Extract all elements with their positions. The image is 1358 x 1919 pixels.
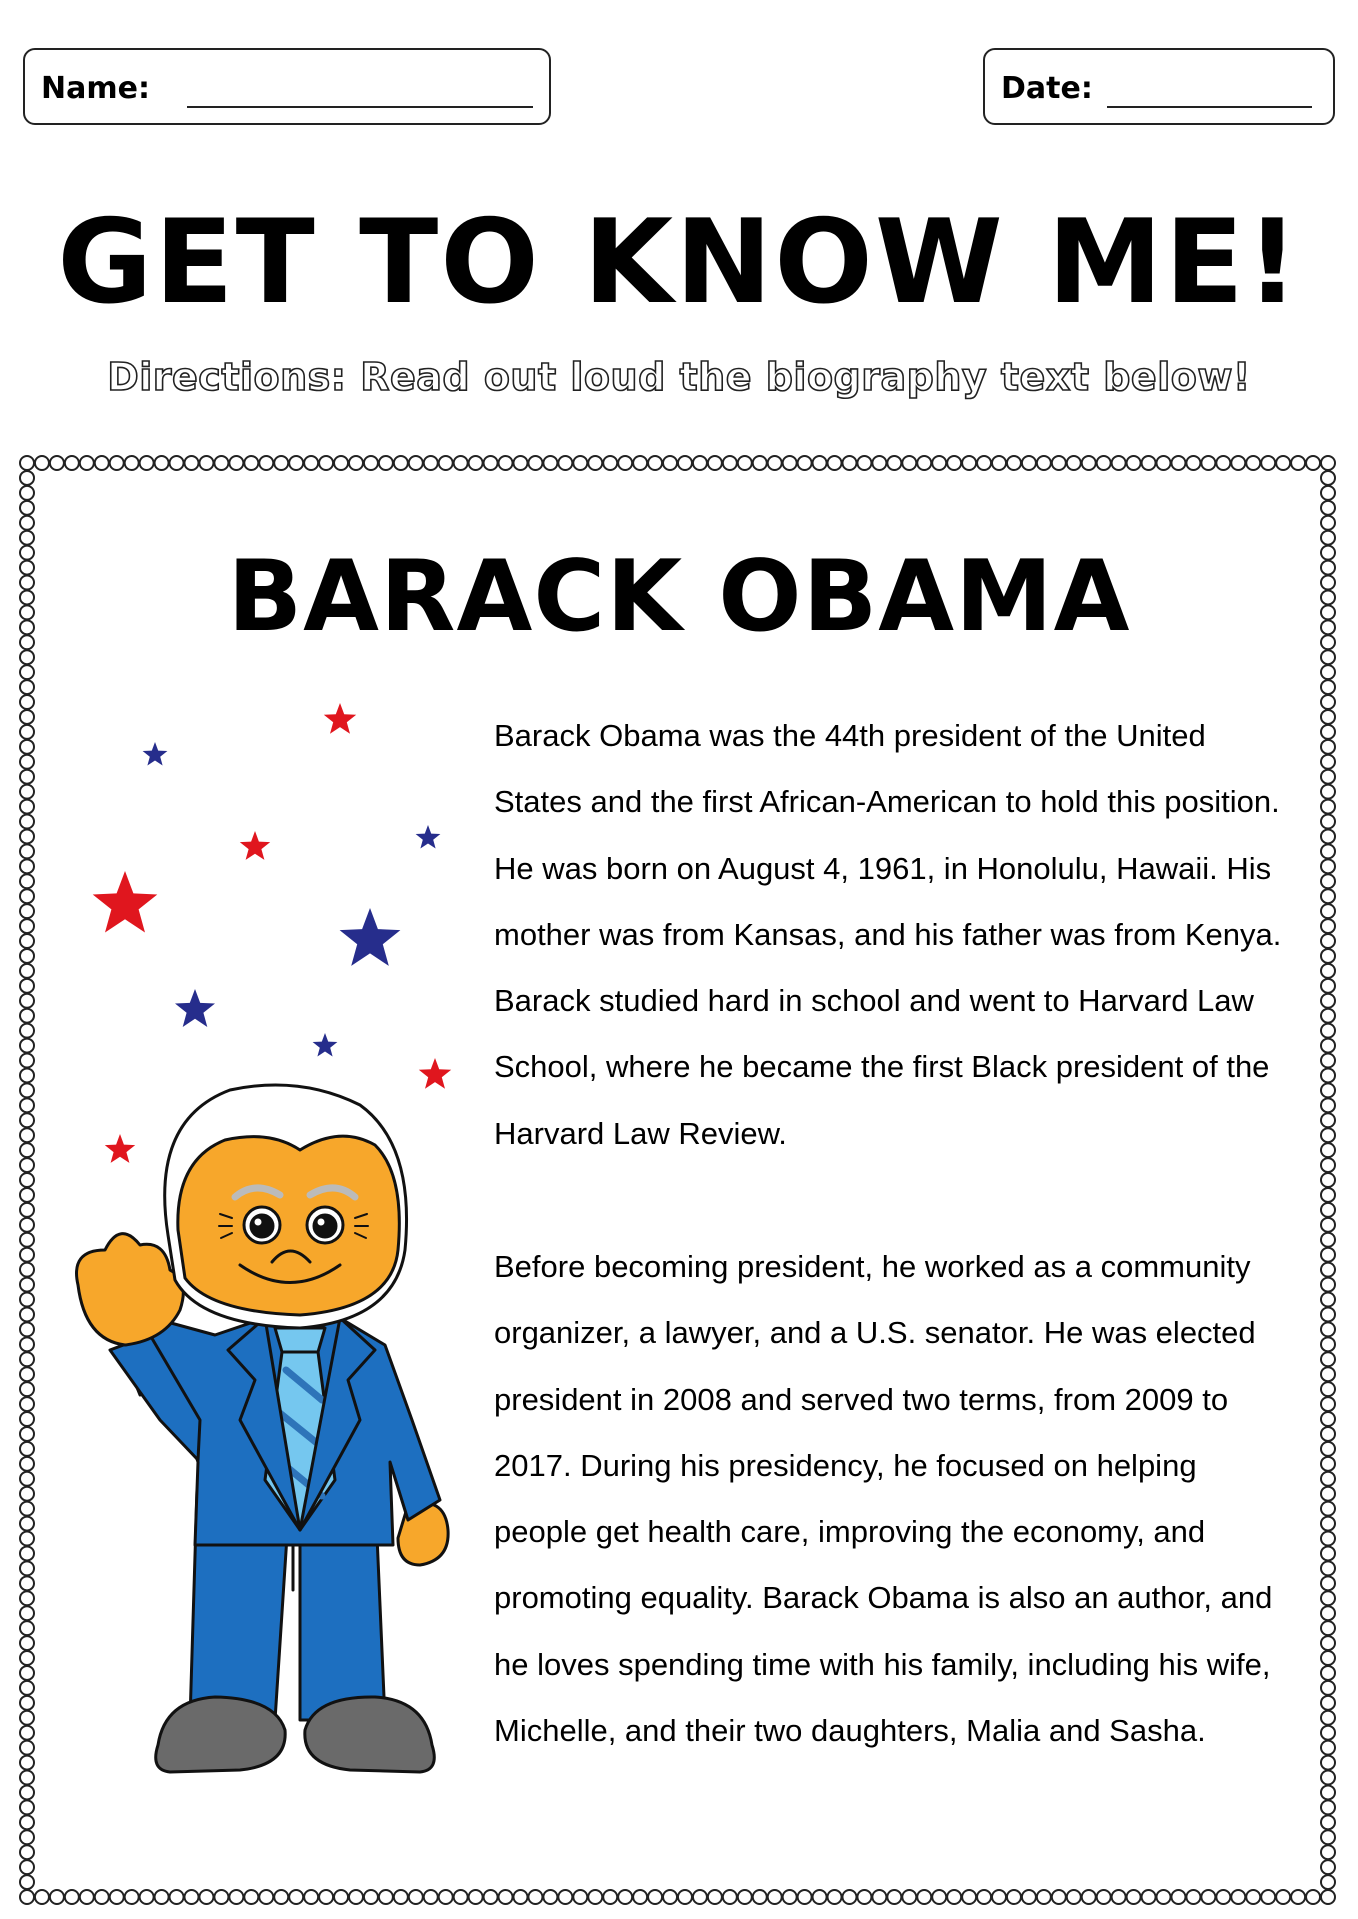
bio-paragraph-2: Before becoming president, he worked as a community organizer, a lawyer, and a U.S. senator. He was elected president in 2008 and served two terms, from 2009 to 2017. During his presidency, he focused on helping people get health care, improving the economy, and promoting equality. Barack Obama is also an author, and he loves spending time with his family, including his wife, Michelle, and their two daughters, Malia and Sasha. [494, 1249, 1273, 1749]
directions-text: Directions: Read out loud the biography text below! [107, 355, 1251, 399]
star-icon [105, 1134, 135, 1163]
star-icon [313, 1033, 338, 1057]
bio-paragraph-1: Barack Obama was the 44th president of the United States and the first African-American to hold this position. He was born on August 4, 1961, in Honolulu, Hawaii. His mother was from Kansas, and his father was from Kenya. Barack studied hard in school and went to Harvard Law School, where he became the first Black president of the Harvard Law Review. [494, 718, 1282, 1151]
star-icon [416, 825, 441, 849]
star-icon [324, 703, 356, 734]
star-icon [340, 908, 401, 966]
star-icon [175, 989, 215, 1027]
cartoon-character-illustration [77, 1085, 449, 1772]
waving-hand-icon [77, 1234, 184, 1345]
right-shoe-icon [305, 1697, 434, 1772]
name-label: Name: [41, 71, 150, 106]
left-shoe-icon [156, 1697, 285, 1772]
date-label: Date: [1001, 71, 1093, 106]
star-icon [143, 742, 168, 766]
star-icon [93, 871, 158, 933]
person-name-heading: BARACK OBAMA [227, 540, 1131, 654]
star-icon [419, 1058, 451, 1089]
page-title: GET TO KNOW ME! [57, 195, 1301, 330]
star-icon [240, 831, 270, 860]
